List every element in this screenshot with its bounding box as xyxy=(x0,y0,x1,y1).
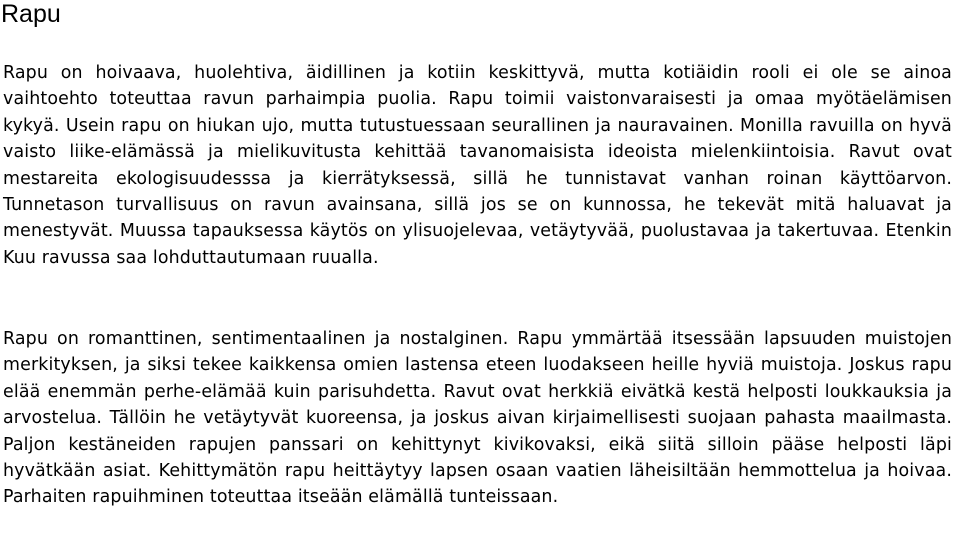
paragraph-2: Rapu on romanttinen, sentimentaalinen ja nostalginen. Rapu ymmärtää itsessään lapsuuden muistojen merkityksen, ja siksi tekee kaikkensa omien lastensa eteen luodakseen heille hyviä muistoja. Joskus rapu elää enemmän perhe-elämää kuin parisuhdetta. Ravut ovat herkkiä eivätkä kestä helposti loukkauksia ja arvostelua. Tällöin he vetäytyvät kuoreensa, ja joskus aivan kirjaimellisesti suojaan pahasta maailmasta. Paljon kestäneiden rapujen panssari on kehittynyt kivikovaksi, eikä siitä silloin pääse helposti läpi hyvätkään asiat. Kehittymätön rapu heittäytyy lapsen osaan vaatien läheisiltään hemmottelua ja hoivaa. Parhaiten rapuihminen toteuttaa itseään elämällä tunteissaan. xyxy=(3,329,952,508)
page-title: Rapu xyxy=(1,0,61,28)
paragraph-1: Rapu on hoivaava, huolehtiva, äidillinen ja kotiin keskittyvä, mutta kotiäidin rooli ei ole se ainoa vaihtoehto toteuttaa ravun parhaimpia puolia. Rapu toimii vaistonvaraisesti ja omaa myötäelämisen kykyä. Usein rapu on hiukan ujo, mutta tutustuessaan seurallinen ja nauravainen. Monilla ravuilla on hyvä vaisto liike-elämässä ja mielikuvitusta kehittää tavanomaisista ideoista mielenkiintoisia. Ravut ovat mestareita ekologisuudesssa ja kierrätyksessä, sillä he tunnistavat vanhan roinan käyttöarvon. Tunnetason turvallisuus on ravun avainsana, sillä jos se on kunnossa, he tekevät mitä haluavat ja menestyvät. Muussa tapauksessa käytös on ylisuojelevaa, vetäytyvää, puolustavaa ja takertuvaa. Etenkin Kuu ravussa saa lohduttautumaan ruualla. xyxy=(3,63,952,268)
